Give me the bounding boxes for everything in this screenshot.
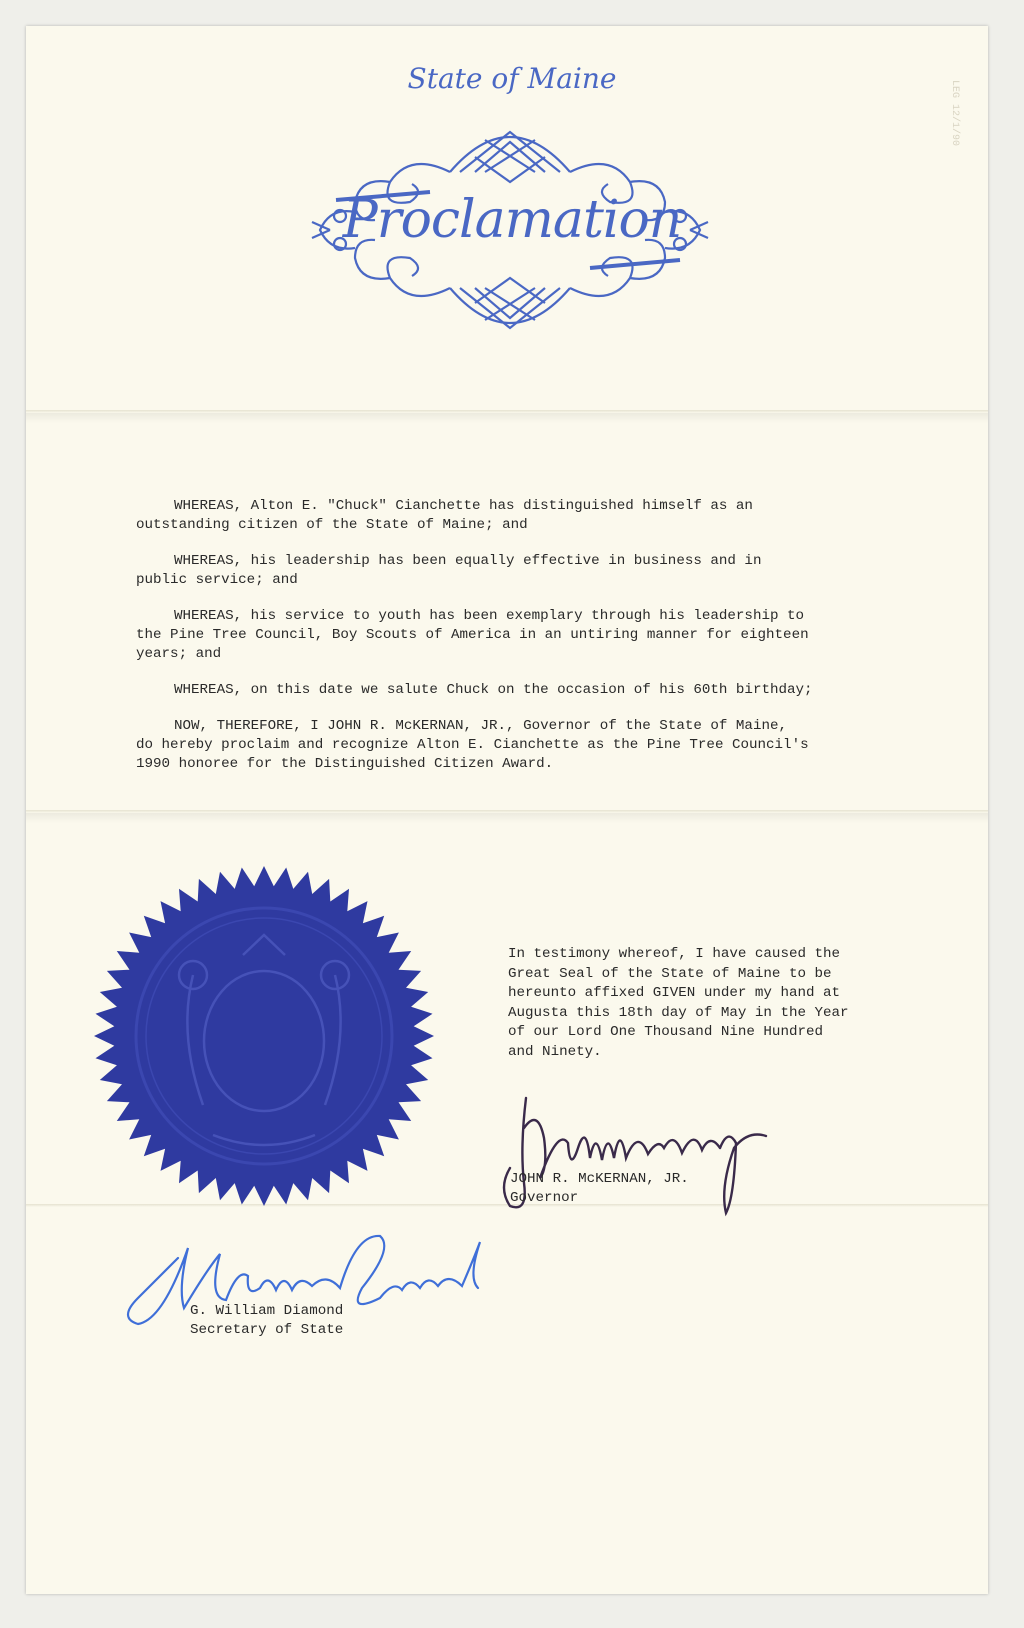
paper-fold-shadow <box>26 413 988 423</box>
governor-title: Governor <box>510 1190 579 1206</box>
governor-block <box>510 1170 689 1208</box>
secretary-title: Secretary of State <box>190 1322 344 1338</box>
paper-fold-shadow <box>26 813 988 823</box>
proclamation-title: Proclamation <box>342 190 682 250</box>
now-therefore-paragraph: NOW, THEREFORE, I JOHN R. McKERNAN, JR., Governor of the State of Maine, do hereby proclaim and recognize Alton E. Cianchette as the Pine Tree Council's 1990 honoree for the Distinguished Citizen Award. <box>136 718 809 772</box>
side-stamp: LEG 12/1/90 <box>949 80 960 147</box>
secretary-block <box>190 1302 343 1340</box>
governor-name: JOHN R. McKERNAN, JR. <box>510 1171 689 1187</box>
whereas-paragraph: WHEREAS, his service to youth has been exemplary through his leadership to the Pine Tree Council, Boy Scouts of America in an untiring manner for eighteen years; and <box>136 608 809 662</box>
state-heading: State of Maine <box>407 62 617 95</box>
whereas-paragraph: WHEREAS, Alton E. "Chuck" Cianchette has distinguished himself as an outstanding citizen of the State of Maine; and <box>136 498 753 533</box>
secretary-name: G. William Diamond <box>190 1303 344 1319</box>
testimony-statement: In testimony whereof, I have caused the Great Seal of the State of Maine to be hereunto affixed GIVEN under my hand at Augusta this 18th day of May in the Year of our Lord One Thousand Nine Hundred and Ninety. <box>508 946 849 1060</box>
proclamation-body <box>136 497 896 791</box>
great-seal-of-maine <box>93 865 435 1207</box>
whereas-paragraph: WHEREAS, on this date we salute Chuck on the occasion of his 60th birthday; <box>174 682 813 698</box>
whereas-paragraph: WHEREAS, his leadership has been equally effective in business and in public service; and <box>136 553 762 588</box>
